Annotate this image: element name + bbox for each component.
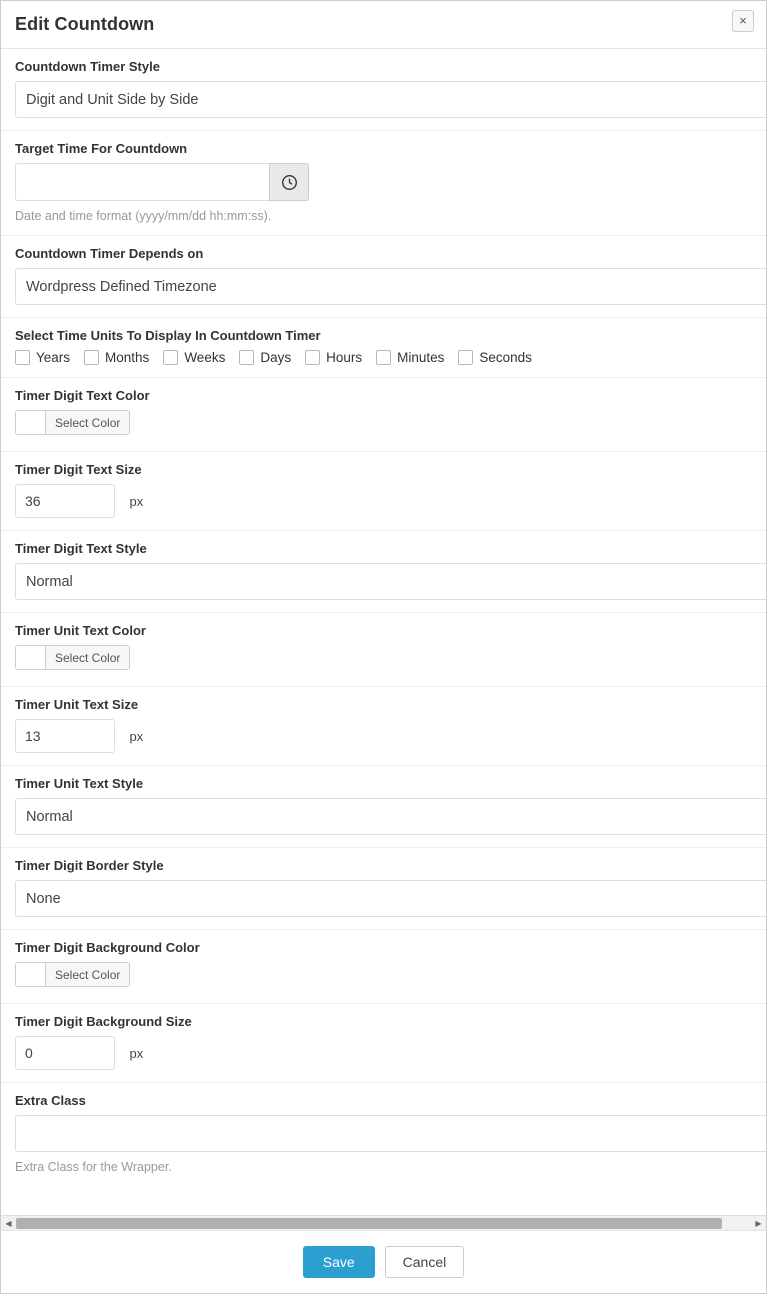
label-timer-style: Countdown Timer Style: [15, 59, 160, 74]
digit-text-style-select[interactable]: [15, 563, 766, 600]
checkbox-label-weeks: Weeks: [184, 350, 226, 365]
checkbox-minutes[interactable]: [376, 350, 391, 365]
checkbox-item-seconds[interactable]: [458, 350, 532, 365]
label-unit-text-color: Timer Unit Text Color: [15, 623, 146, 638]
clock-icon[interactable]: [269, 163, 309, 201]
digit-text-size-unit: px: [129, 493, 144, 509]
save-button[interactable]: Save: [303, 1246, 375, 1278]
field-digit-text-size: [1, 452, 766, 531]
digit-text-size-input[interactable]: [15, 484, 115, 518]
field-unit-text-style: [1, 766, 766, 848]
checkbox-item-hours[interactable]: [305, 350, 362, 365]
checkbox-months[interactable]: [84, 350, 99, 365]
scroll-left-arrow-icon[interactable]: ◀: [5, 1218, 12, 1228]
checkbox-item-months[interactable]: [84, 350, 149, 365]
checkbox-label-seconds: Seconds: [479, 350, 532, 365]
target-time-input[interactable]: [15, 163, 269, 201]
digit-border-style-select[interactable]: [15, 880, 766, 917]
checkbox-item-weeks[interactable]: [163, 350, 225, 365]
field-unit-text-size: [1, 687, 766, 766]
field-target-time: [1, 131, 766, 236]
checkbox-seconds[interactable]: [458, 350, 473, 365]
label-digit-text-color: Timer Digit Text Color: [15, 388, 150, 403]
field-digit-text-color: [1, 378, 766, 452]
digit-text-color-swatch[interactable]: [16, 411, 46, 434]
close-icon[interactable]: ×: [732, 10, 754, 32]
dialog-footer: [1, 1230, 766, 1293]
depends-on-select[interactable]: [15, 268, 766, 305]
timer-style-select[interactable]: [15, 81, 766, 118]
checkbox-item-years[interactable]: [15, 350, 70, 365]
checkbox-label-years: Years: [36, 350, 71, 365]
field-unit-text-color: [1, 613, 766, 687]
checkbox-days[interactable]: [239, 350, 254, 365]
digit-background-color-picker[interactable]: [15, 962, 130, 987]
label-digit-text-style: Timer Digit Text Style: [15, 541, 147, 556]
time-units-checkbox-row: [15, 350, 752, 365]
label-digit-text-size: Timer Digit Text Size: [15, 462, 142, 477]
target-time-help: Date and time format (yyyy/mm/dd hh:mm:ss).: [15, 209, 272, 223]
scroll-thumb[interactable]: [16, 1218, 722, 1229]
unit-text-color-picker[interactable]: [15, 645, 130, 670]
digit-background-color-button[interactable]: Select Color: [46, 963, 129, 986]
label-digit-border-style: Timer Digit Border Style: [15, 858, 164, 873]
field-digit-border-style: [1, 848, 766, 930]
unit-text-size-unit: px: [129, 728, 144, 744]
label-digit-background-color: Timer Digit Background Color: [15, 940, 200, 955]
checkbox-label-minutes: Minutes: [397, 350, 445, 365]
horizontal-scrollbar[interactable]: [1, 1215, 766, 1230]
unit-text-color-button[interactable]: Select Color: [46, 646, 129, 669]
field-digit-text-style: [1, 531, 766, 613]
checkbox-item-days[interactable]: [239, 350, 291, 365]
dialog-body: [1, 49, 766, 1215]
unit-text-style-select[interactable]: [15, 798, 766, 835]
dialog-header: [1, 1, 766, 49]
field-digit-background-color: [1, 930, 766, 1004]
unit-text-size-input[interactable]: [15, 719, 115, 753]
checkbox-hours[interactable]: [305, 350, 320, 365]
label-time-units: Select Time Units To Display In Countdown Timer: [15, 328, 321, 343]
field-time-units: [1, 318, 766, 378]
digit-background-size-input[interactable]: [15, 1036, 115, 1070]
label-digit-background-size: Timer Digit Background Size: [15, 1014, 192, 1029]
scroll-right-arrow-icon[interactable]: ▶: [755, 1218, 762, 1228]
checkbox-weeks[interactable]: [163, 350, 178, 365]
checkbox-item-minutes[interactable]: [376, 350, 444, 365]
checkbox-label-days: Days: [260, 350, 292, 365]
checkbox-years[interactable]: [15, 350, 30, 365]
checkbox-label-hours: Hours: [326, 350, 363, 365]
label-target-time: Target Time For Countdown: [15, 141, 188, 156]
checkbox-label-months: Months: [105, 350, 150, 365]
label-depends-on: Countdown Timer Depends on: [15, 246, 204, 261]
extra-class-help: Extra Class for the Wrapper.: [15, 1160, 172, 1174]
label-unit-text-style: Timer Unit Text Style: [15, 776, 144, 791]
label-unit-text-size: Timer Unit Text Size: [15, 697, 139, 712]
field-depends-on: [1, 236, 766, 318]
scroll-track[interactable]: [16, 1216, 751, 1231]
digit-background-size-unit: px: [129, 1045, 144, 1061]
label-extra-class: Extra Class: [15, 1093, 86, 1108]
digit-text-color-picker[interactable]: [15, 410, 130, 435]
field-extra-class: [1, 1083, 766, 1186]
cancel-button[interactable]: Cancel: [385, 1246, 465, 1278]
digit-background-color-swatch[interactable]: [16, 963, 46, 986]
field-digit-background-size: [1, 1004, 766, 1083]
digit-text-color-button[interactable]: Select Color: [46, 411, 129, 434]
target-time-group: [15, 163, 309, 201]
extra-class-input[interactable]: [15, 1115, 766, 1152]
page-title: Edit Countdown: [15, 14, 155, 34]
field-timer-style: [1, 49, 766, 131]
unit-text-color-swatch[interactable]: [16, 646, 46, 669]
